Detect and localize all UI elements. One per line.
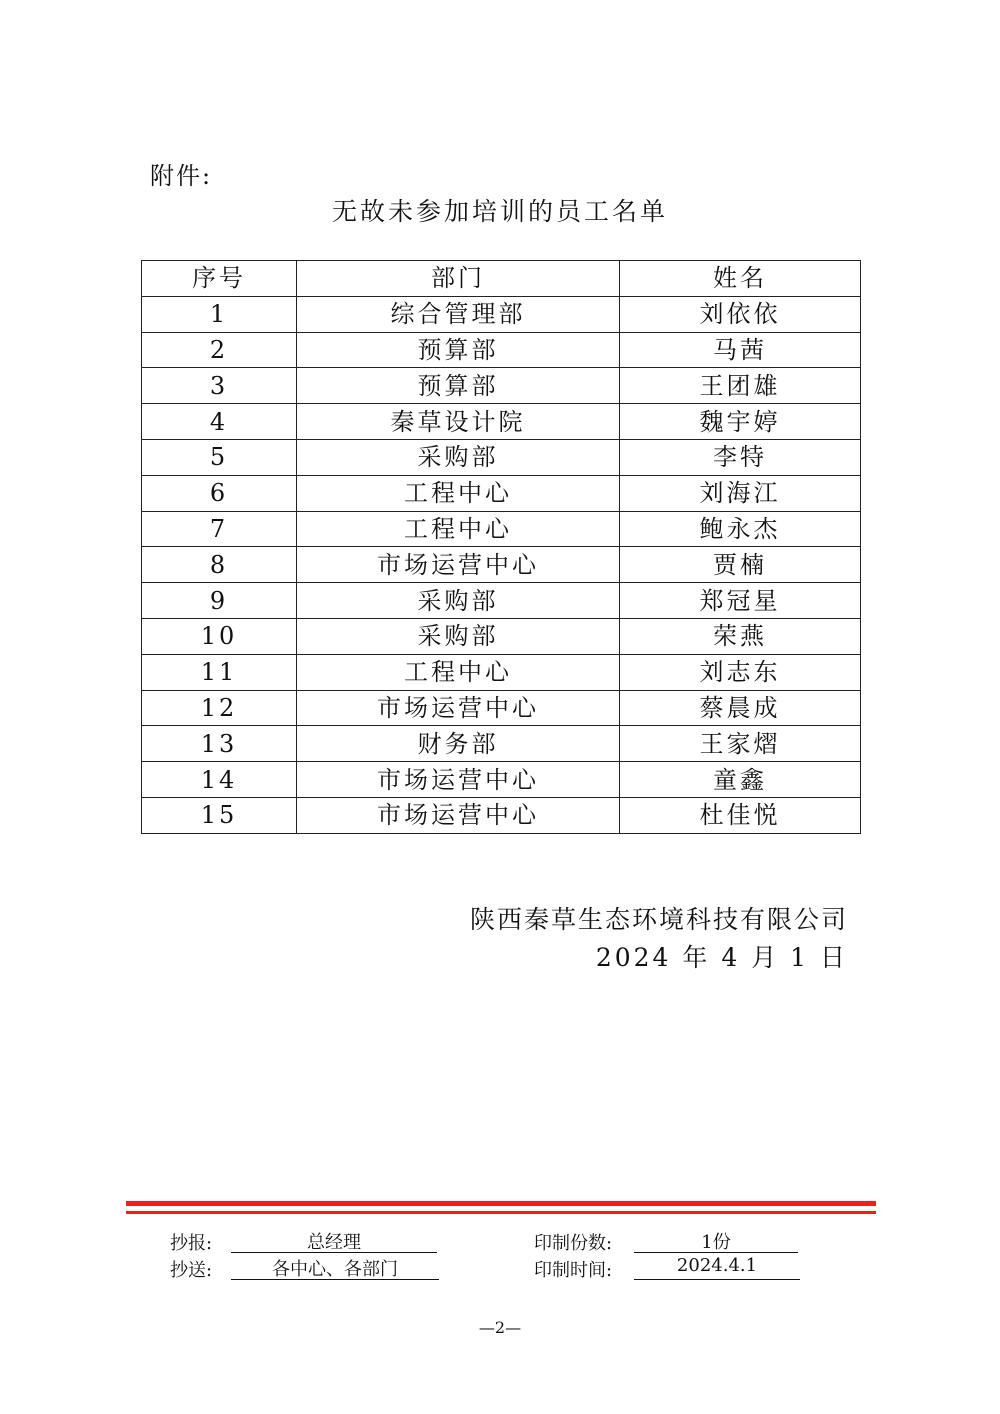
cell-name: 杜佳悦 [620,797,861,833]
header-department: 部门 [297,261,620,297]
cell-department: 采购部 [297,618,620,654]
cell-index: 5 [142,439,297,475]
cell-department: 预算部 [297,368,620,404]
document-title: 无故未参加培训的员工名单 [331,197,668,226]
cell-name: 郑冠星 [620,583,861,619]
cell-name: 王家熠 [620,726,861,762]
report-label: 抄报: [170,1233,213,1254]
page-number: —2— [478,1318,522,1337]
cell-name: 魏宇婷 [620,404,861,440]
table-row [142,368,861,404]
employee-table [141,260,861,834]
table-row [142,547,861,583]
header-index: 序号 [142,261,297,297]
cell-name: 童鑫 [620,762,861,798]
cell-index: 6 [142,475,297,511]
cell-name: 王团雄 [620,368,861,404]
cell-department: 采购部 [297,439,620,475]
table-row [142,654,861,690]
cell-index: 1 [142,296,297,332]
cell-department: 工程中心 [297,475,620,511]
cell-name: 刘志东 [620,654,861,690]
cell-name: 荣燕 [620,618,861,654]
table-row [142,296,861,332]
cell-name: 刘依依 [620,296,861,332]
cell-index: 8 [142,547,297,583]
cell-department: 采购部 [297,583,620,619]
table-body [142,296,861,833]
header-name: 姓名 [620,261,861,297]
cell-department: 市场运营中心 [297,547,620,583]
cell-index: 11 [142,654,297,690]
cell-index: 12 [142,690,297,726]
cell-department: 工程中心 [297,654,620,690]
cell-index: 13 [142,726,297,762]
send-value: 各中心、各部门 [231,1255,439,1280]
cell-department: 市场运营中心 [297,797,620,833]
cell-index: 10 [142,618,297,654]
print-time-value: 2024.4.1 [634,1255,800,1280]
report-value: 总经理 [231,1228,437,1253]
cell-department: 市场运营中心 [297,690,620,726]
cell-name: 李特 [620,439,861,475]
table-row [142,475,861,511]
cell-name: 贾楠 [620,547,861,583]
cell-department: 工程中心 [297,511,620,547]
company-name: 陕西秦草生态环境科技有限公司 [469,905,848,934]
table-row [142,511,861,547]
table-row [142,726,861,762]
cell-index: 4 [142,404,297,440]
cell-department: 财务部 [297,726,620,762]
cell-name: 刘海江 [620,475,861,511]
cell-department: 秦草设计院 [297,404,620,440]
cell-index: 2 [142,332,297,368]
table-row [142,404,861,440]
cell-department: 市场运营中心 [297,762,620,798]
table-row [142,797,861,833]
copies-label: 印制份数: [534,1233,613,1254]
cell-name: 马茜 [620,332,861,368]
cell-index: 9 [142,583,297,619]
table-row [142,618,861,654]
table-row [142,762,861,798]
table-row [142,583,861,619]
cell-department: 综合管理部 [297,296,620,332]
table-row [142,690,861,726]
cell-index: 14 [142,762,297,798]
table-header-row [142,261,861,297]
issue-date: 2024 年 4 月 1 日 [595,943,848,972]
red-divider-thin [126,1211,876,1214]
red-divider-thick [126,1201,876,1206]
send-label: 抄送: [170,1260,213,1281]
cell-department: 预算部 [297,332,620,368]
cell-index: 3 [142,368,297,404]
cell-name: 蔡晨成 [620,690,861,726]
cell-name: 鲍永杰 [620,511,861,547]
table-row [142,439,861,475]
attachment-label: 附件: [150,162,213,190]
cell-index: 15 [142,797,297,833]
cell-index: 7 [142,511,297,547]
copies-value: 1份 [634,1228,798,1253]
table-row [142,332,861,368]
print-time-label: 印制时间: [534,1260,613,1281]
